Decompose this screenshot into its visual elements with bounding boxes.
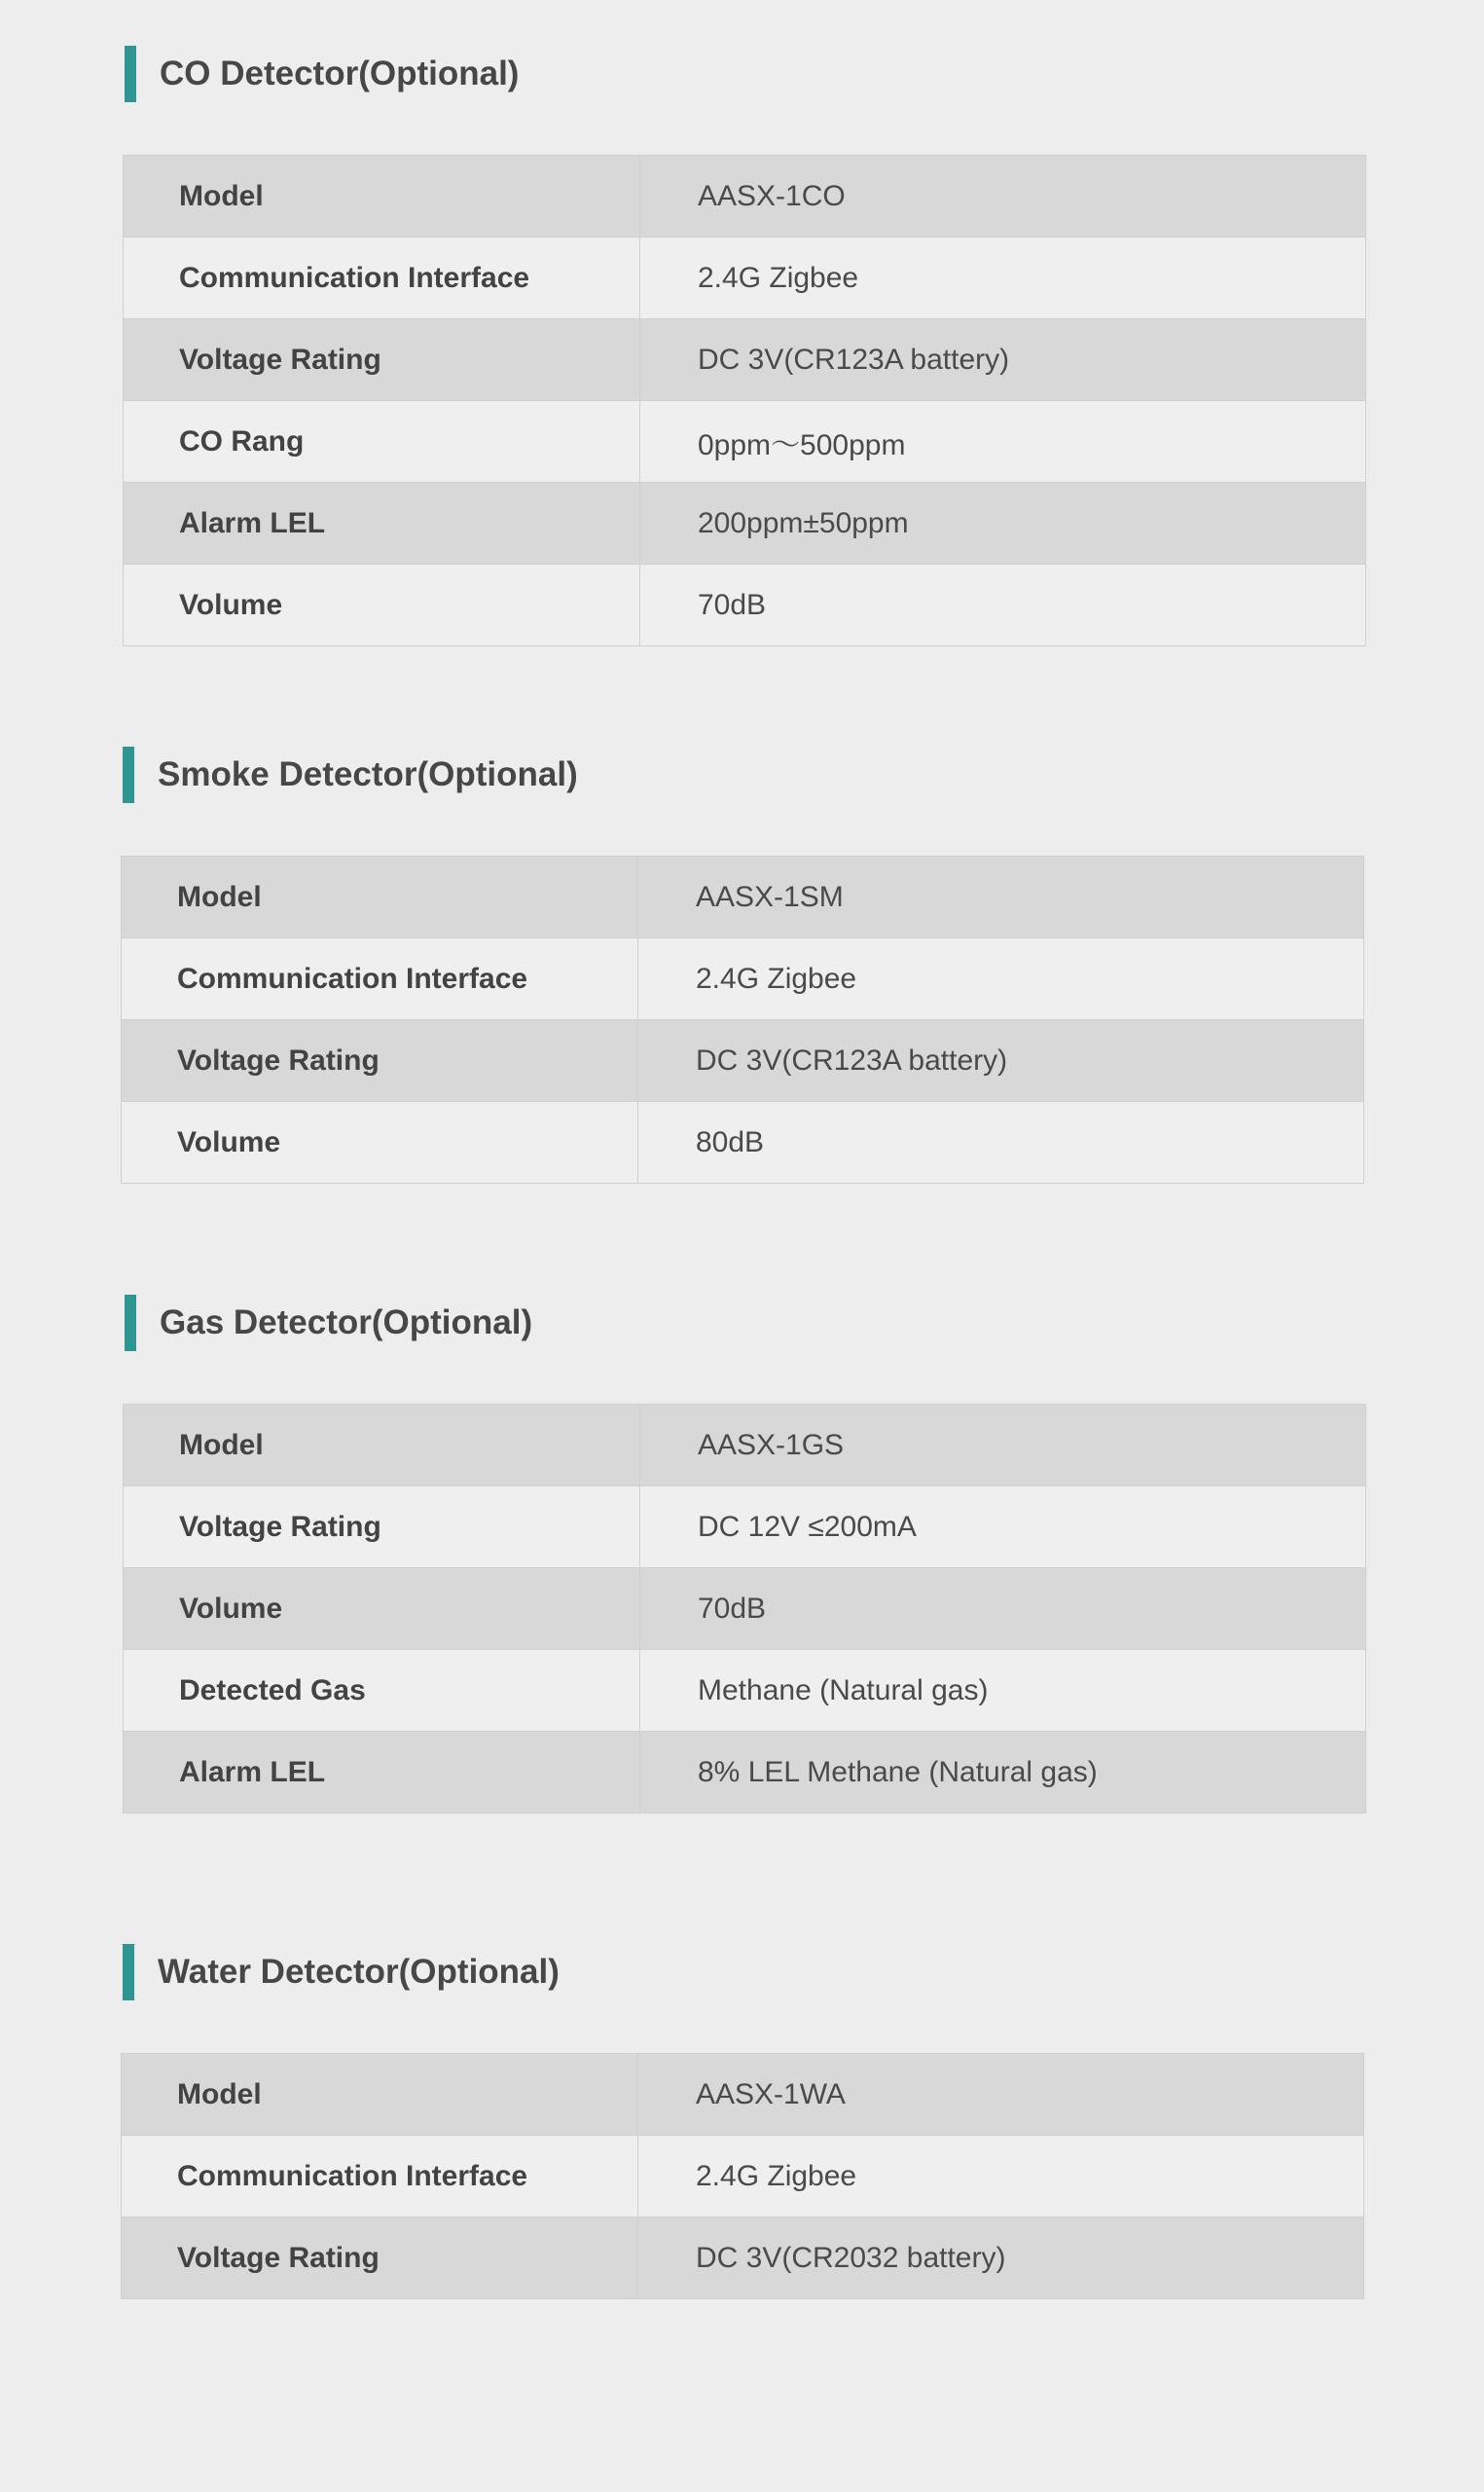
spec-value: DC 12V ≤200mA bbox=[698, 1510, 917, 1543]
table-row bbox=[124, 318, 1365, 400]
table-row bbox=[124, 237, 1365, 318]
spec-value: DC 3V(CR123A battery) bbox=[696, 1044, 1008, 1077]
table-row bbox=[122, 937, 1363, 1019]
spec-value: 8% LEL Methane (Natural gas) bbox=[698, 1755, 1098, 1788]
spec-value: Methane (Natural gas) bbox=[698, 1673, 989, 1706]
spec-label: Alarm LEL bbox=[124, 483, 640, 564]
section-heading bbox=[121, 1944, 1364, 2000]
spec-value: 80dB bbox=[696, 1125, 765, 1158]
table-row bbox=[124, 156, 1365, 237]
table-row bbox=[122, 1019, 1363, 1101]
table-row bbox=[124, 1567, 1365, 1649]
spec-value: 0ppm～500ppm bbox=[698, 428, 906, 461]
spec-label: Alarm LEL bbox=[124, 1732, 640, 1813]
accent-bar bbox=[123, 1944, 134, 2000]
table-row bbox=[122, 857, 1363, 937]
table-row bbox=[122, 2217, 1363, 2298]
section-title: Smoke Detector(Optional) bbox=[158, 755, 578, 793]
section-title: CO Detector(Optional) bbox=[160, 55, 520, 92]
table-row bbox=[122, 2135, 1363, 2217]
spec-label: Communication Interface bbox=[122, 938, 638, 1019]
spec-label: CO Rang bbox=[124, 401, 640, 482]
spec-label: Voltage Rating bbox=[122, 1020, 638, 1101]
smoke-detector-section bbox=[121, 747, 1364, 1158]
spec-table bbox=[121, 856, 1364, 1184]
gas-detector-section bbox=[123, 1295, 1366, 1788]
spec-value: 2.4G Zigbee bbox=[696, 2159, 857, 2192]
spec-label: Volume bbox=[124, 1568, 640, 1649]
spec-value: 2.4G Zigbee bbox=[696, 962, 857, 995]
spec-value: DC 3V(CR2032 battery) bbox=[696, 2241, 1006, 2274]
table-row bbox=[122, 2054, 1363, 2135]
section-title: Water Detector(Optional) bbox=[158, 1953, 560, 1991]
spec-value: AASX-1SM bbox=[696, 880, 844, 913]
spec-value: AASX-1WA bbox=[696, 2077, 846, 2110]
spec-value: DC 3V(CR123A battery) bbox=[698, 343, 1010, 376]
table-row bbox=[124, 482, 1365, 564]
spec-label: Volume bbox=[124, 565, 640, 645]
spec-label: Detected Gas bbox=[124, 1650, 640, 1731]
table-row bbox=[124, 1405, 1365, 1485]
spec-label: Voltage Rating bbox=[122, 2217, 638, 2298]
table-row bbox=[124, 564, 1365, 645]
spec-label: Voltage Rating bbox=[124, 1486, 640, 1567]
co-detector-section bbox=[123, 46, 1366, 621]
spec-label: Volume bbox=[122, 1102, 638, 1183]
section-heading bbox=[121, 747, 1364, 803]
table-row bbox=[124, 1649, 1365, 1731]
table-row bbox=[124, 400, 1365, 482]
spec-table bbox=[123, 1404, 1366, 1814]
section-heading bbox=[123, 46, 1366, 102]
spec-value: AASX-1CO bbox=[698, 179, 846, 212]
table-row bbox=[124, 1485, 1365, 1567]
accent-bar bbox=[125, 1295, 136, 1351]
spec-value: 200ppm±50ppm bbox=[698, 506, 909, 539]
table-row bbox=[122, 1101, 1363, 1183]
spec-table bbox=[123, 155, 1366, 646]
spec-value: 70dB bbox=[698, 588, 767, 621]
section-heading bbox=[123, 1295, 1366, 1351]
spec-table bbox=[121, 2053, 1364, 2299]
spec-value: 2.4G Zigbee bbox=[698, 261, 859, 294]
spec-value: AASX-1GS bbox=[698, 1428, 845, 1461]
water-detector-section bbox=[121, 1944, 1364, 2274]
spec-label: Model bbox=[122, 857, 638, 937]
accent-bar bbox=[125, 46, 136, 102]
accent-bar bbox=[123, 747, 134, 803]
spec-label: Communication Interface bbox=[124, 238, 640, 318]
table-row bbox=[124, 1731, 1365, 1813]
spec-value: 70dB bbox=[698, 1592, 767, 1625]
spec-label: Communication Interface bbox=[122, 2136, 638, 2217]
section-title: Gas Detector(Optional) bbox=[160, 1303, 533, 1341]
spec-label: Model bbox=[124, 1405, 640, 1485]
spec-label: Voltage Rating bbox=[124, 319, 640, 400]
spec-label: Model bbox=[124, 156, 640, 237]
spec-label: Model bbox=[122, 2054, 638, 2135]
